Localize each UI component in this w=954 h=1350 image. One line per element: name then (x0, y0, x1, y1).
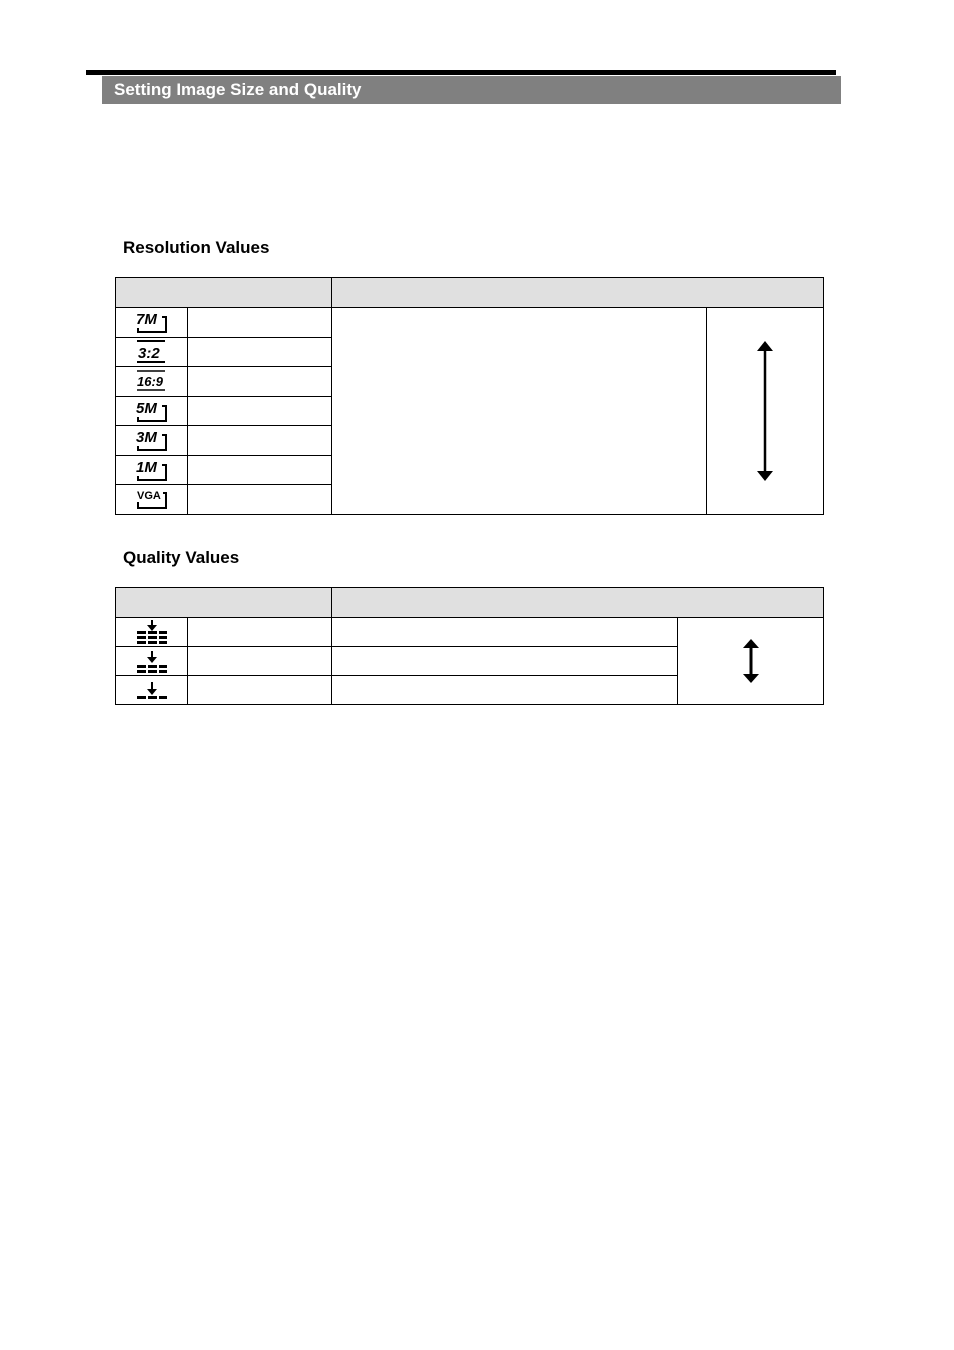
up-down-arrow-icon (741, 639, 761, 683)
svg-text:VGA: VGA (136, 490, 161, 503)
quality-label-cell (188, 618, 332, 647)
1m-resolution-icon (132, 457, 172, 483)
resolution-label-cell (188, 455, 332, 485)
quality-table-header (116, 588, 824, 618)
resolution-table (115, 277, 824, 515)
top-rule (86, 70, 836, 75)
quality-description-cell (332, 618, 678, 647)
resolution-heading: Resolution Values (123, 238, 270, 257)
quality-heading: Quality Values (123, 548, 240, 567)
normal-quality-icon (132, 677, 172, 703)
svg-text:16:9: 16:9 (136, 374, 163, 390)
section-header (102, 76, 841, 104)
section-header-title: Setting Image Size and Quality (114, 80, 362, 99)
resolution-arrow-cell (707, 308, 824, 515)
quality-label-cell (188, 676, 332, 705)
resolution-label-cell (188, 485, 332, 515)
up-down-arrow-icon (755, 341, 775, 481)
svg-text:7M: 7M (135, 311, 157, 329)
fine-quality-icon (132, 648, 172, 674)
resolution-table-header (116, 278, 824, 308)
resolution-header-cell (116, 278, 332, 308)
svg-text:1M: 1M (135, 458, 157, 476)
resolution-label-cell (188, 337, 332, 367)
resolution-label-cell (188, 308, 332, 338)
quality-label-cell (188, 647, 332, 676)
resolution-label-cell (188, 426, 332, 456)
quality-description-cell (332, 676, 678, 705)
resolution-header-cell (332, 278, 824, 308)
3m-resolution-icon (132, 427, 172, 453)
quality-description-cell (332, 647, 678, 676)
table-row (116, 618, 824, 647)
3-2-resolution-icon (132, 339, 172, 365)
table-row (116, 308, 824, 338)
5m-resolution-icon (132, 398, 172, 424)
super-fine-quality-icon (132, 619, 172, 645)
quality-arrow-cell (678, 618, 824, 705)
resolution-label-cell (188, 367, 332, 397)
svg-text:3:2: 3:2 (137, 344, 160, 362)
quality-table (115, 587, 824, 705)
resolution-label-cell (188, 396, 332, 426)
svg-text:5M: 5M (135, 399, 157, 417)
svg-text:3M: 3M (135, 429, 157, 447)
vga-resolution-icon (132, 486, 172, 512)
quality-header-cell (116, 588, 332, 618)
quality-header-cell (332, 588, 824, 618)
7m-resolution-icon (132, 309, 172, 335)
16-9-resolution-icon (132, 368, 172, 394)
resolution-description-cell (332, 308, 707, 515)
